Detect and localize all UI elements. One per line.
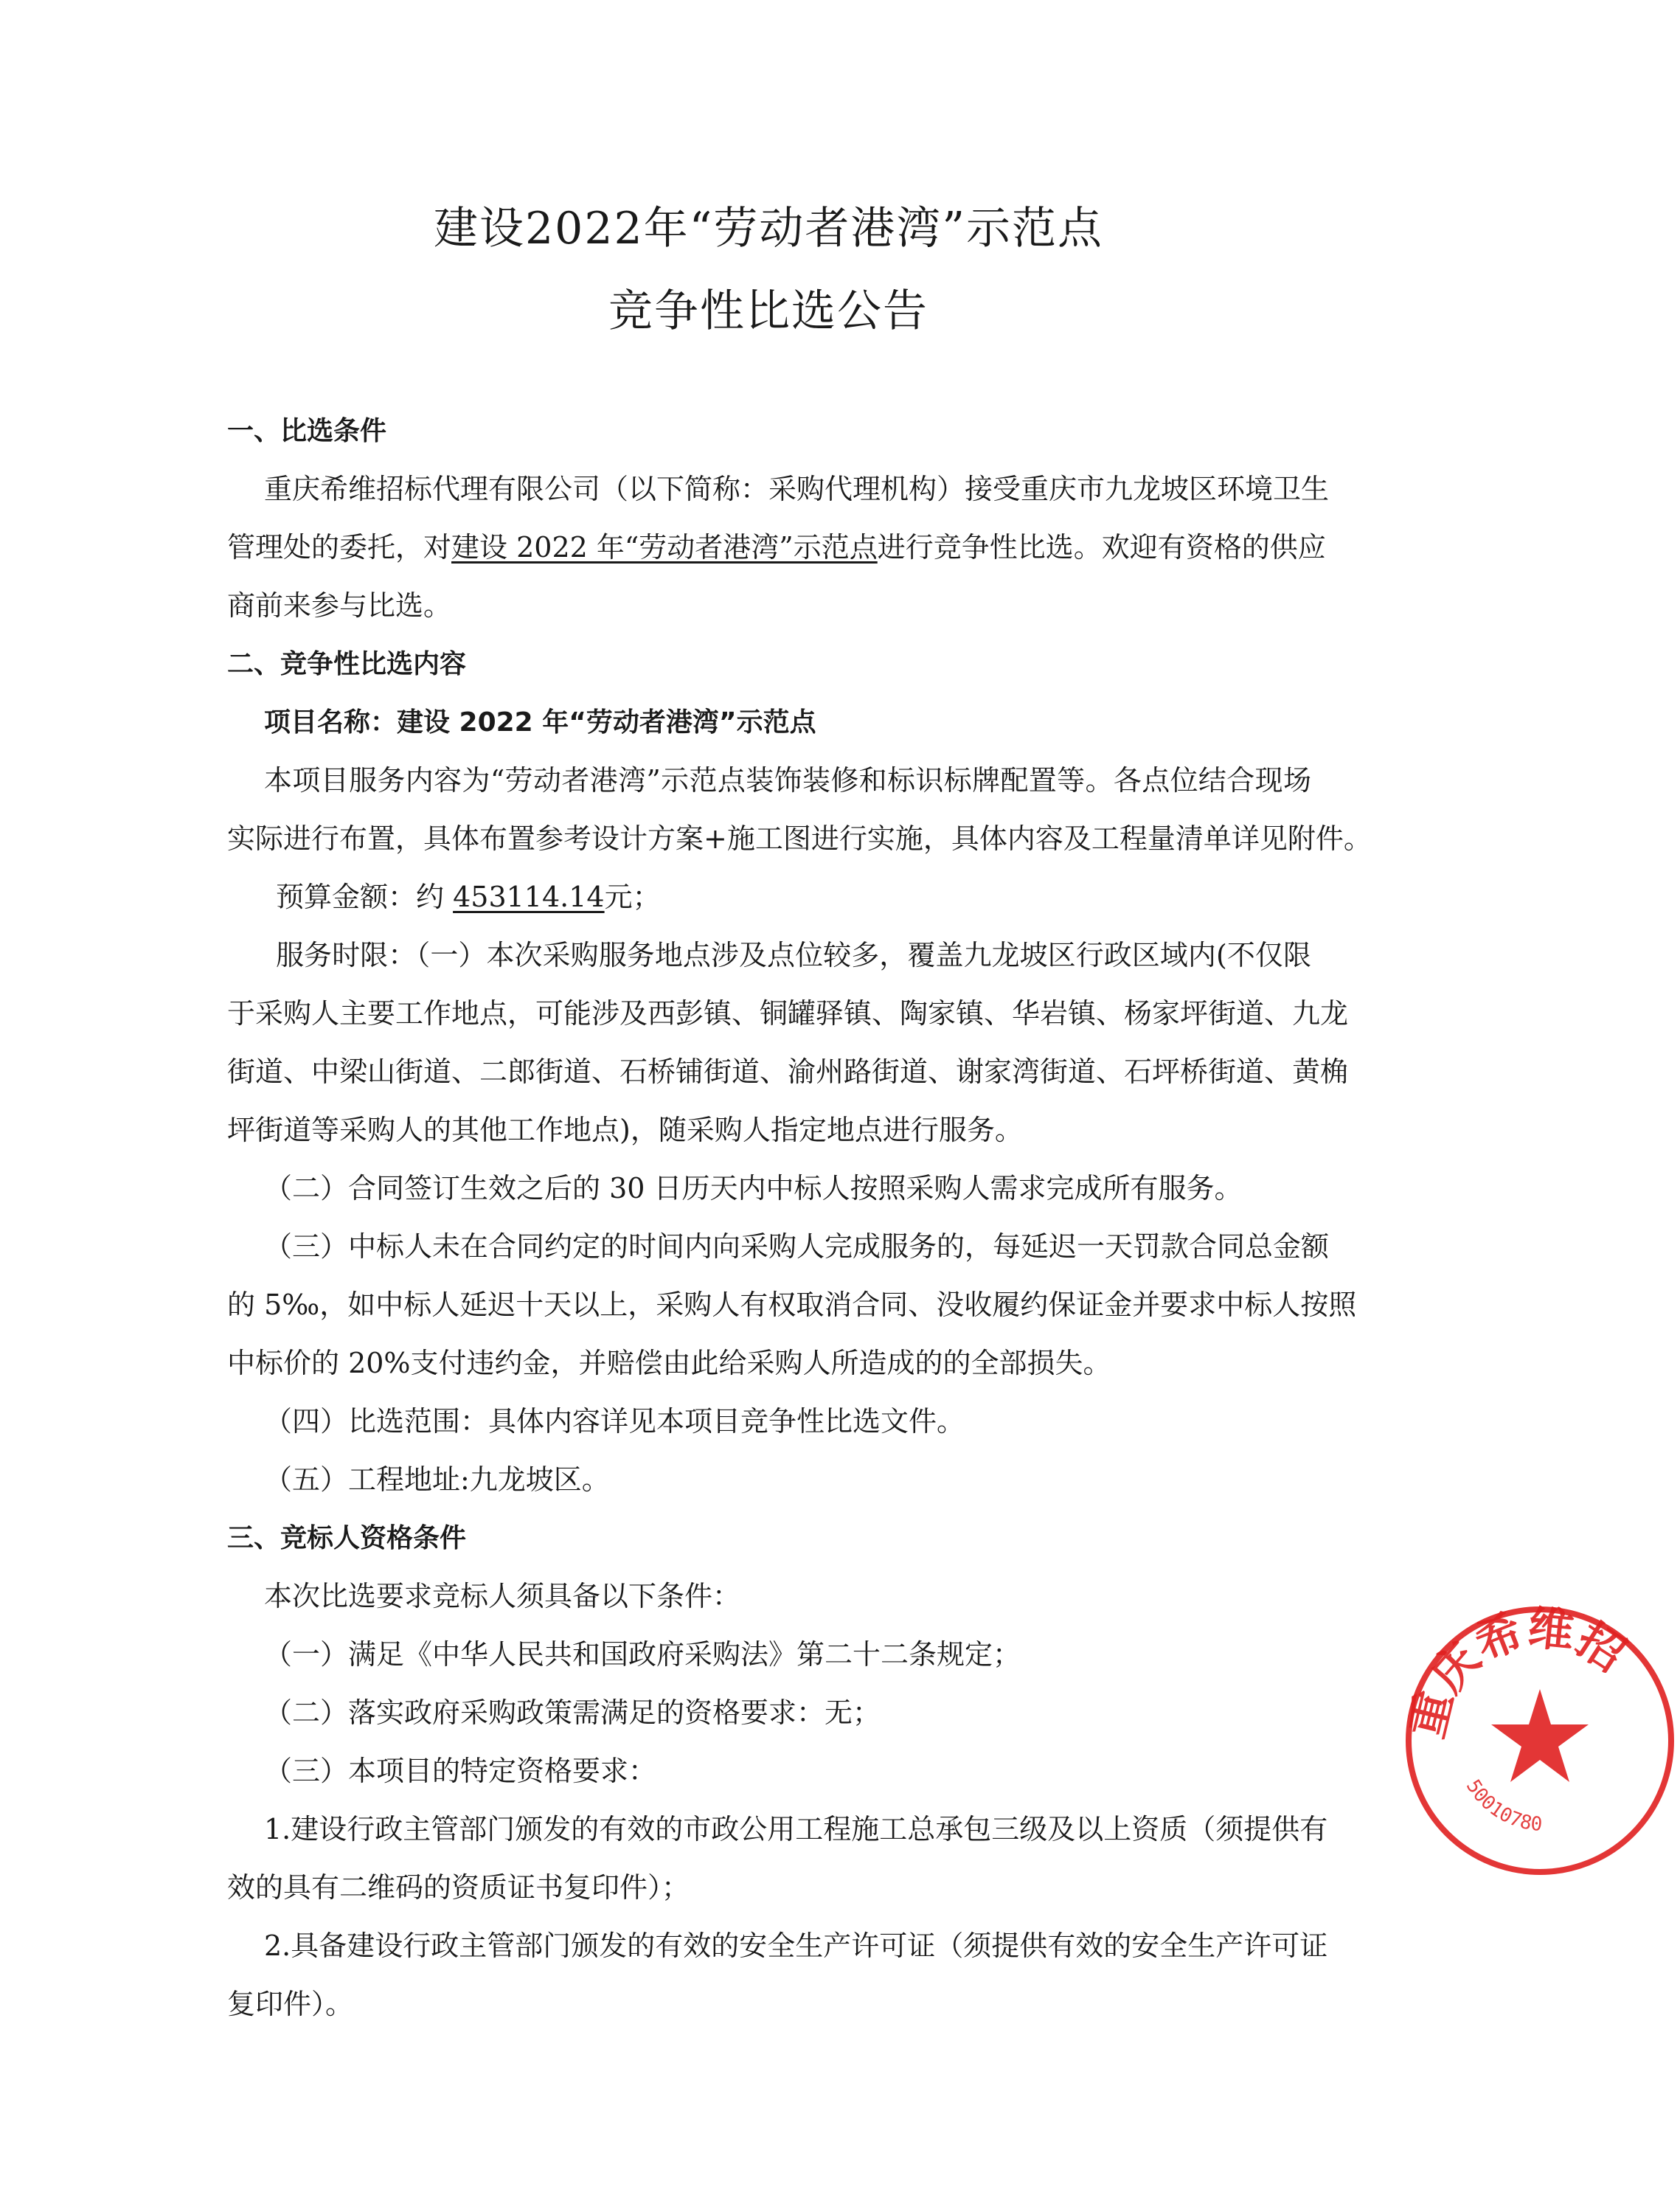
item5-line: （五）工程地址:九龙坡区。 xyxy=(264,1463,610,1496)
section3-heading: 三、竞标人资格条件 xyxy=(227,1523,467,1553)
qualification-intro: 本次比选要求竞标人须具备以下条件： xyxy=(264,1580,741,1612)
budget-value: 453114.14 xyxy=(453,881,605,913)
company-seal-stamp xyxy=(1400,1601,1680,1881)
requirement1-line2: 效的具有二维码的资质证书复印件）； xyxy=(227,1871,690,1904)
svg-text:50010780 xyxy=(1462,1776,1544,1836)
project-name-line: 项目名称：建设 2022 年“劳动者港湾”示范点 xyxy=(264,707,816,738)
section1-para-line2 xyxy=(227,519,1326,577)
service-period-line3: 街道、中梁山街道、二郎街道、石桥铺街道、渝州路街道、谢家湾街道、石坪桥街道、黄桷 xyxy=(227,1055,1349,1088)
item4-line: （四）比选范围：具体内容详见本项目竞争性比选文件。 xyxy=(264,1405,965,1438)
qualification-c1: （一）满足《中华人民共和国政府采购法》第二十二条规定； xyxy=(264,1638,1021,1671)
section1-heading: 一、比选条件 xyxy=(227,416,387,446)
budget-line xyxy=(227,868,1311,926)
seal-star-icon xyxy=(1491,1689,1589,1782)
qualification-c3: （三）本项目的特定资格要求： xyxy=(264,1755,657,1787)
section1-para-line1: 重庆希维招标代理有限公司（以下简称：采购代理机构）接受重庆市九龙坡区环境卫生 xyxy=(264,473,1330,505)
doc-body xyxy=(227,402,1372,2034)
budget-unit: 元； xyxy=(604,881,661,913)
requirement2-line2: 复印件）。 xyxy=(227,1988,354,2020)
budget-label: 预算金额：约 xyxy=(276,881,454,913)
seal-text: 重庆希维招 xyxy=(1400,1601,1635,1743)
section1-para-line2-c: 进行竞争性比选。欢迎有资格的供应 xyxy=(877,531,1326,564)
requirement2-line1: 2.具备建设行政主管部门颁发的有效的安全生产许可证（须提供有效的安全生产许可证 xyxy=(264,1930,1328,1962)
item3-line2: 的 5‰，如中标人延迟十天以上，采购人有权取消合同、没收履约保证金并要求中标人按照 xyxy=(227,1289,1357,1321)
seal-number: 50010780 xyxy=(1461,1775,1544,1837)
item3-line3: 中标价的 20%支付违约金，并赔偿由此给采购人所造成的的全部损失。 xyxy=(227,1347,1111,1379)
service-content-line2: 实际进行布置，具体布置参考设计方案+施工图进行实施，具体内容及工程量清单详见附件。 xyxy=(227,822,1372,855)
doc-title-line1: 建设2022年“劳动者港湾”示范点 xyxy=(433,203,1104,254)
section1-para-line3: 商前来参与比选。 xyxy=(227,589,452,622)
doc-title-line2: 竞争性比选公告 xyxy=(608,285,928,337)
service-period-line1: 服务时限：（一）本次采购服务地点涉及点位较多，覆盖九龙坡区行政区域内(不仅限 xyxy=(276,939,1311,971)
service-content-line1: 本项目服务内容为“劳动者港湾”示范点装饰装修和标识标牌配置等。各点位结合现场 xyxy=(264,764,1311,797)
item3-line1: （三）中标人未在合同约定的时间内向采购人完成服务的，每延迟一天罚款合同总金额 xyxy=(264,1230,1330,1263)
svg-text:重庆希维招 xyxy=(1400,1601,1635,1743)
section2-heading: 二、竞争性比选内容 xyxy=(227,649,467,679)
project-name-underlined: 建设 2022 年“劳动者港湾”示范点 xyxy=(451,531,878,564)
qualification-c2: （二）落实政府采购政策需满足的资格要求：无； xyxy=(264,1696,881,1729)
section1-para-line2-a: 管理处的委托，对 xyxy=(227,531,452,564)
service-period-line2: 于采购人主要工作地点，可能涉及西彭镇、铜罐驿镇、陶家镇、华岩镇、杨家坪街道、九龙 xyxy=(227,997,1349,1030)
service-period-line4: 坪街道等采购人的其他工作地点)，随采购人指定地点进行服务。 xyxy=(227,1114,1023,1146)
requirement1-line1: 1.建设行政主管部门颁发的有效的市政公用工程施工总承包三级及以上资质（须提供有 xyxy=(264,1813,1328,1845)
item2-line: （二）合同签订生效之后的 30 日历天内中标人按照采购人需求完成所有服务。 xyxy=(264,1172,1243,1204)
